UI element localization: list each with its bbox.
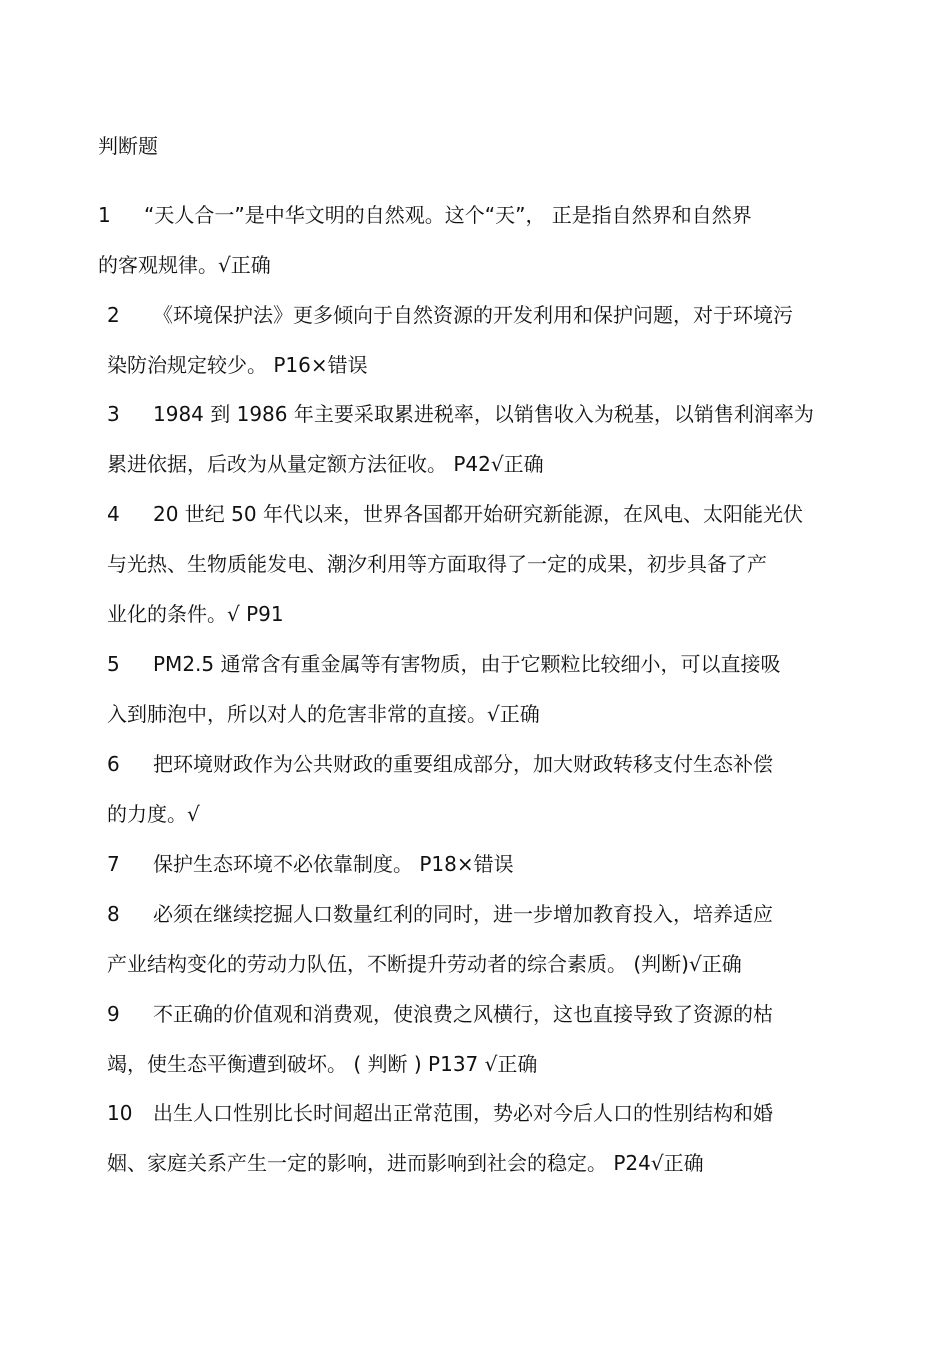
- question-2-line-2: 染防治规定较少。 P16×错误: [107, 353, 368, 377]
- question-text: 不正确的价值观和消费观，使浪费之风横行，这也直接导致了资源的枯: [153, 1002, 773, 1026]
- question-10-line-2: 姻、家庭关系产生一定的影响，进而影响到社会的稳定。 P24√正确: [107, 1151, 704, 1175]
- question-number: 2: [107, 303, 120, 327]
- question-text: “天人合一”是中华文明的自然观。这个“天”， 正是指自然界和自然界: [144, 203, 752, 227]
- question-6-line-1: [107, 750, 773, 778]
- question-text: 保护生态环境不必依靠制度。 P18×错误: [153, 852, 514, 876]
- section-heading: 判断题: [98, 134, 158, 158]
- question-8-line-2: 产业结构变化的劳动力队伍，不断提升劳动者的综合素质。 (判断)√正确: [107, 952, 742, 976]
- question-number: 1: [98, 203, 111, 227]
- question-4-line-2: 与光热、生物质能发电、潮汐利用等方面取得了一定的成果，初步具备了产: [107, 552, 767, 576]
- question-5-line-1: [107, 650, 780, 678]
- question-4-line-3: 业化的条件。√ P91: [107, 602, 284, 626]
- question-5-line-2: 入到肺泡中，所以对人的危害非常的直接。√正确: [107, 702, 540, 726]
- question-8-line-1: [107, 900, 773, 928]
- question-text: 《环境保护法》更多倾向于自然资源的开发利用和保护问题，对于环境污: [153, 303, 793, 327]
- question-text: 1984 到 1986 年主要采取累进税率，以销售收入为税基，以销售利润率为: [153, 402, 814, 426]
- question-number: 10: [107, 1101, 133, 1125]
- question-number: 4: [107, 502, 120, 526]
- question-4-line-1: [107, 500, 803, 528]
- question-number: 6: [107, 752, 120, 776]
- question-number: 8: [107, 902, 120, 926]
- question-10-line-1: [107, 1099, 773, 1127]
- question-2-line-1: [107, 301, 793, 329]
- question-text: 20 世纪 50 年代以来，世界各国都开始研究新能源，在风电、太阳能光伏: [153, 502, 803, 526]
- question-number: 7: [107, 852, 120, 876]
- question-1-line-2: 的客观规律。√正确: [98, 253, 271, 277]
- question-6-line-2: 的力度。√: [107, 802, 200, 826]
- question-text: PM2.5 通常含有重金属等有害物质，由于它颗粒比较细小，可以直接吸: [153, 652, 781, 676]
- question-number: 9: [107, 1002, 120, 1026]
- question-number: 3: [107, 402, 120, 426]
- question-number: 5: [107, 652, 120, 676]
- question-9-line-2: 竭，使生态平衡遭到破坏。 ( 判断 ) P137 √正确: [107, 1052, 538, 1076]
- question-3-line-1: [107, 400, 814, 428]
- question-text: 把环境财政作为公共财政的重要组成部分，加大财政转移支付生态补偿: [153, 752, 773, 776]
- question-7-line-1: [107, 850, 514, 878]
- question-3-line-2: 累进依据，后改为从量定额方法征收。 P42√正确: [107, 452, 544, 476]
- question-text: 必须在继续挖掘人口数量红利的同时，进一步增加教育投入，培养适应: [153, 902, 773, 926]
- question-text: 出生人口性别比长时间超出正常范围，势必对今后人口的性别结构和婚: [153, 1101, 773, 1125]
- question-9-line-1: [107, 1000, 773, 1028]
- question-1-line-1: [98, 201, 752, 229]
